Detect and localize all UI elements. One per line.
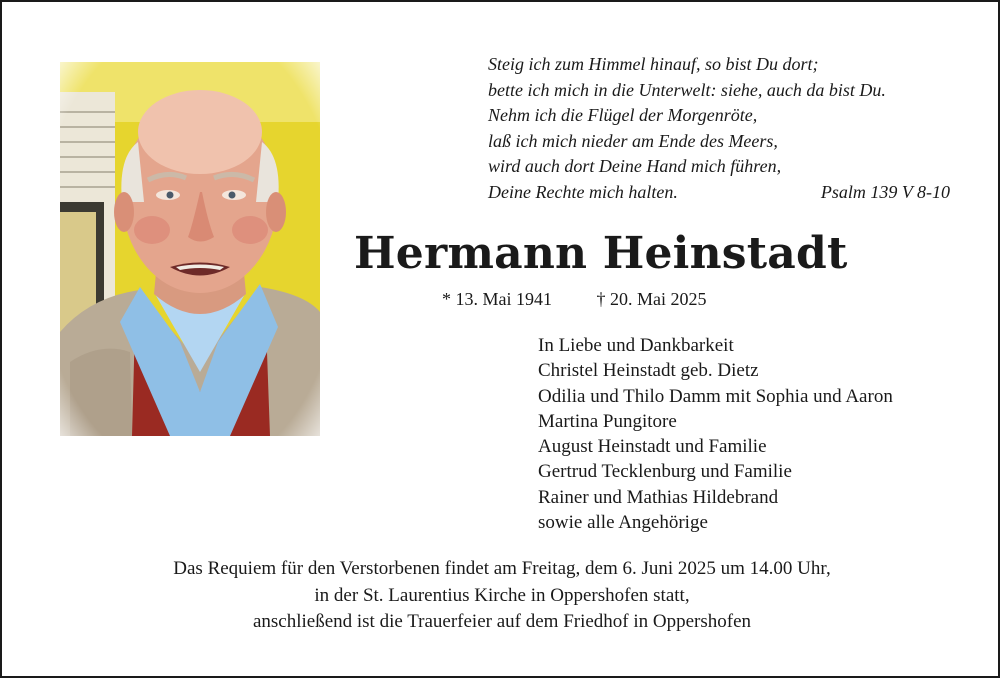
verse-line: bette ich mich in die Unterwelt: siehe, auch da bist Du. (488, 79, 886, 100)
mourner-line: In Liebe und Dankbarkeit (538, 335, 734, 356)
mourner-line: Christel Heinstadt geb. Dietz (538, 360, 759, 382)
verse-line: Steig ich zum Himmel hinauf, so bist Du dort; (488, 54, 819, 74)
mourner-line: Odilia und Thilo Damm mit Sophia und Aaron (538, 385, 893, 407)
portrait-image (60, 62, 320, 436)
mourner-line: Martina Pungitore (538, 410, 677, 432)
mourners-list (538, 333, 893, 535)
mourner-line: sowie alle Angehörige (538, 512, 708, 534)
verse-line: laß ich mich nieder am Ende des Meers, (488, 130, 778, 151)
requiem-announcement (2, 556, 1000, 636)
portrait-photo (60, 62, 320, 436)
verse-line: Deine Rechte mich halten. (488, 181, 678, 202)
mourner-line: Rainer und Mathias Hildebrand (538, 486, 779, 508)
mourner-line: Gertrud Tecklenburg und Familie (538, 461, 792, 483)
psalm-verse (488, 52, 958, 205)
life-dates (442, 289, 707, 310)
birth-date: * 13. Mai 1941 (442, 289, 552, 309)
requiem-line: in der St. Laurentius Kirche in Oppershofen statt, (314, 584, 690, 606)
verse-reference: Psalm 139 V 8-10 (820, 181, 950, 202)
mourner-line: August Heinstadt und Familie (538, 436, 767, 458)
verse-line: wird auch dort Deine Hand mich führen, (488, 156, 782, 176)
verse-line: Nehm ich die Flügel der Morgenröte, (488, 105, 758, 125)
verse-last-line (488, 180, 950, 206)
requiem-line: anschließend ist die Trauerfeier auf dem Friedhof in Oppershofen (252, 611, 752, 632)
death-date: † 20. Mai 2025 (596, 289, 707, 309)
requiem-line: Das Requiem für den Verstorbenen findet am Freitag, dem 6. Juni 2025 um 14.00 Uhr, (173, 558, 831, 579)
deceased-name: Hermann Heinstadt (354, 228, 848, 279)
